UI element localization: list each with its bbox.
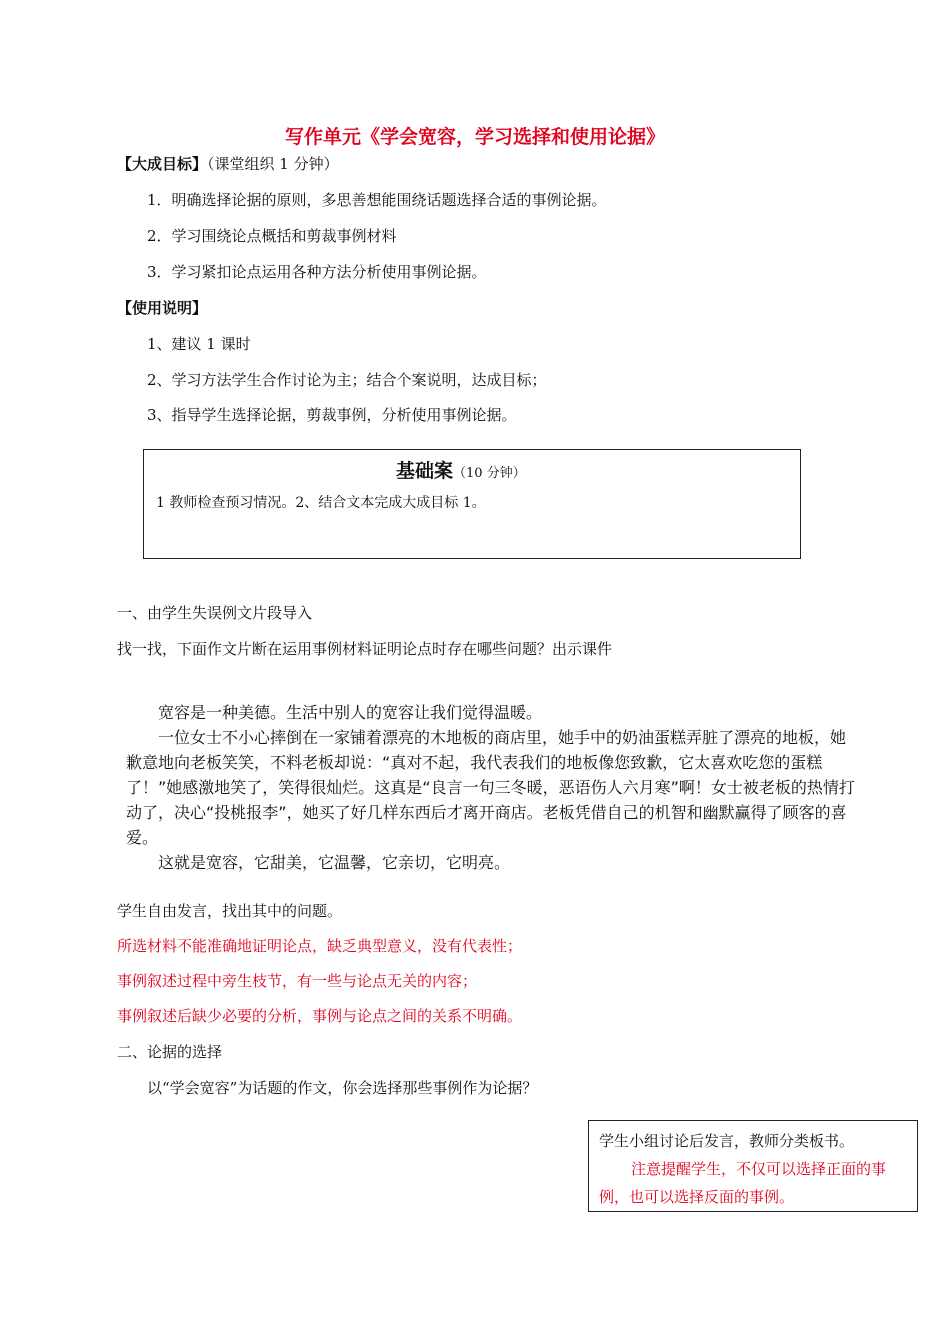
- goal-item-2: 2．学习围绕论点概括和剪裁事例材料: [147, 227, 397, 245]
- basic-section-time: （10 分钟）: [453, 466, 526, 481]
- goal-item-1: 1．明确选择论据的原则，多思善想能围绕话题选择合适的事例论据。: [147, 191, 607, 209]
- problem-item-3: 事例叙述后缺少必要的分析，事例与论点之间的关系不明确。: [117, 1007, 523, 1025]
- page-title: 写作单元《学会宽容，学习选择和使用论据》: [284, 126, 665, 148]
- usage-item-2: 2、学习方法学生合作讨论为主；结合个案说明，达成目标；: [147, 371, 547, 389]
- problem-item-1: 所选材料不能准确地证明论点，缺乏典型意义，没有代表性；: [117, 937, 523, 955]
- problem-item-2: 事例叙述过程中旁生枝节，有一些与论点无关的内容；: [117, 972, 478, 990]
- usage-item-1: 1、建议 1 课时: [147, 335, 251, 353]
- teacher-note-line1: 学生小组讨论后发言，教师分类板书。: [599, 1132, 855, 1150]
- goals-heading-line: [117, 153, 339, 174]
- usage-heading: 【使用说明】: [117, 299, 208, 317]
- goals-heading: 【大成目标】: [117, 155, 208, 173]
- excerpt-paragraph-2: 一位女士不小心摔倒在一家铺着漂亮的木地板的商店里，她手中的奶油蛋糕弄脏了漂亮的地板，她歉意地向老板笑笑，不料老板却说：“真对不起，我代表我们的地板像您致歉，它太喜欢吃您的蛋糕了！”她感激地笑了，笑得很灿烂。这真是“良言一句三冬暖，恶语伤人六月寒”啊！女士被老板的热情打动了，决心“投桃报李”，她买了好几样东西后才离开商店。老板凭借自己的机智和幽默赢得了顾客的喜爱。: [126, 728, 855, 847]
- example-excerpt: [126, 700, 856, 875]
- section2-heading: 二、论据的选择: [117, 1043, 223, 1061]
- usage-item-3: 3、指导学生选择论据，剪裁事例，分析使用事例论据。: [147, 406, 517, 424]
- teacher-note-line2: 注意提醒学生，不仅可以选择正面的事例，也可以选择反面的事例。: [599, 1160, 887, 1206]
- section1-heading: 一、由学生失误例文片段导入: [117, 604, 313, 622]
- goals-heading-note: （课堂组织 1 分钟）: [207, 155, 339, 173]
- goal-item-3: 3．学习紧扣论点运用各种方法分析使用事例论据。: [147, 263, 487, 281]
- basic-section-text: 1 教师检查预习情况。2、结合文本完成大成目标 1。: [156, 495, 486, 511]
- excerpt-paragraph-3: 这就是宽容，它甜美，它温馨，它亲切，它明亮。: [126, 853, 511, 872]
- section1-prompt: 找一找，下面作文片断在运用事例材料证明论点时存在哪些问题？出示课件: [117, 640, 613, 658]
- excerpt-paragraph-1: 宽容是一种美德。生活中别人的宽容让我们觉得温暖。: [126, 703, 543, 722]
- section2-question: 以“学会宽容”为话题的作文，你会选择那些事例作为论据？: [147, 1079, 538, 1097]
- basic-section-box: [143, 449, 801, 559]
- teacher-note-box: [588, 1120, 918, 1212]
- discussion-intro: 学生自由发言，找出其中的问题。: [117, 902, 343, 920]
- basic-section-title: 基础案: [396, 460, 454, 482]
- basic-section-title-line: [396, 456, 526, 483]
